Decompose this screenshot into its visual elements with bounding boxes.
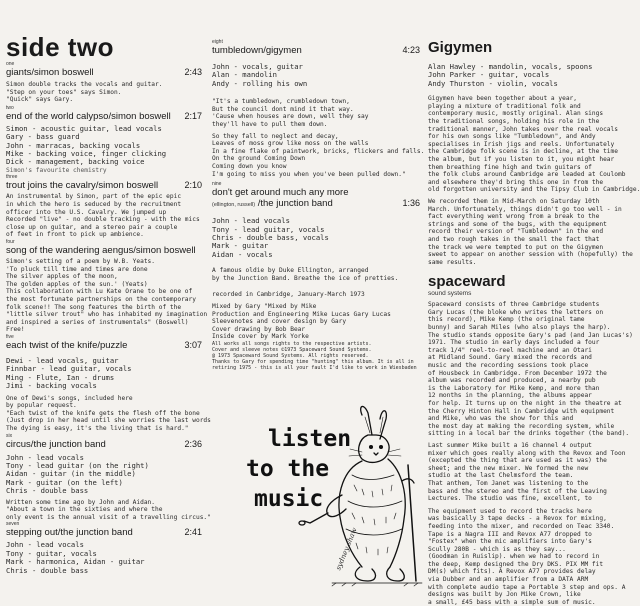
note-line: The equipment used to record the tracks here: [428, 507, 592, 515]
note-line: and Mike, who was the show for this and: [428, 415, 574, 423]
note-line: mixer which goes really along with the Revox and Toon: [428, 449, 626, 457]
note-line: is the Laboratory for Mike Kemp, and more than: [428, 384, 600, 392]
track-title: song of the wandering aengus/simon boswell: [6, 244, 196, 256]
note-line: March. Unfortunately, things didn't go too well - in: [428, 205, 622, 213]
note-line: We recorded them in Mid-March on Saturday 10th: [428, 197, 600, 205]
track-player: John - lead vocals: [6, 540, 84, 550]
track-duration: 1:36: [402, 198, 420, 209]
track-title: each twist of the knife/puzzle: [6, 339, 128, 351]
track-note: folk scene!! The song features the birth of the: [6, 303, 182, 311]
note-line: feeding into the mixer, and recorded on Teac 3340.: [428, 522, 615, 530]
note-line: the traditional songs, holding his role in the: [428, 118, 600, 125]
track-number: five: [6, 333, 14, 340]
track-player: Jimi - backing vocals: [6, 381, 97, 391]
poster-word-music: music: [254, 486, 324, 512]
lyric-line: So they fall to neglect and decay,: [212, 132, 339, 140]
track-player: Alan - mandolin: [212, 70, 277, 80]
track-note: of feet in front to pick up ambience.: [6, 231, 144, 239]
track-note: John - marracas, backing vocals: [6, 140, 141, 150]
note-line: for help. It turns up on the night in the theatre at: [428, 400, 622, 407]
track-note: "Each twist of the knife gets the flesh off the bone: [6, 409, 200, 417]
track-duration: 3:07: [184, 339, 202, 350]
lyric-line: Coming down you know: [212, 162, 287, 170]
track-note: Recorded "live" - no double tracking - with the mics: [6, 216, 200, 224]
lyric-line: "It's a tumbledown, crumbledown town,: [212, 98, 350, 106]
track-artist: /the junction band: [257, 198, 333, 210]
credits-line: Sleevenotes and cover design by Gary: [212, 318, 347, 326]
rabbit-drawing: [212, 405, 422, 586]
track-number: eight: [212, 39, 223, 45]
track-note: Free!: [6, 326, 25, 334]
track-title: stepping out/the junction band: [6, 527, 133, 539]
spaceward-section: [428, 273, 633, 503]
listen-to-the-music-drawing: [212, 405, 422, 586]
note-line: the album, but if you listen to it, you might hear: [428, 155, 615, 163]
track-number: one: [6, 61, 15, 67]
band-member: Andy Thurston - violin, vocals: [428, 78, 558, 88]
note-line: the deep, Kemp designed the Dry DKS. PIX MM fit: [428, 560, 604, 568]
note-line: That anthem, Tom Janet was listening to the: [428, 479, 589, 487]
note-line: designs was built by Jon Mike Crown, like: [428, 591, 581, 599]
track-note: "Quick" says Gary.: [6, 96, 74, 104]
track-player: Tony - lead guitar (on the right): [6, 460, 149, 470]
track-note: "Step on your toes" says Simon.: [6, 88, 122, 96]
poster-word-to-the: to the: [246, 456, 330, 482]
track-title: don't get around much any more: [212, 187, 349, 199]
note-line: DM(s) which fits). A Revox A77 provides delay: [428, 568, 596, 576]
track-duration: 4:23: [402, 45, 420, 55]
note-line: contemporary music, mostly original. Alan sings: [428, 110, 604, 118]
artist-signature: sydney shaw: [334, 526, 359, 572]
spaceward-title: spaceward: [428, 273, 506, 291]
lyric-line: In a fine flake of paintwork, bricks, flickers and falls.: [212, 147, 425, 155]
track-one: [6, 62, 202, 104]
side-title: side two: [6, 32, 115, 62]
track-note: "About a town in the sixties and where the: [6, 506, 163, 514]
lyric-line: But the council dont mind it that way.: [212, 105, 354, 113]
track-note: The golden apples of the sun.' (Yeats): [6, 280, 148, 288]
track-duration: 2:43: [184, 67, 202, 77]
note-line: sweet to appear on another session with (hopefully) the: [428, 251, 633, 259]
track-player: Tony - guitar, vocals: [6, 548, 97, 558]
note-line: playing a mixture of traditional folk and: [428, 102, 581, 110]
track-title: trout joins the cavalry/simon boswell: [6, 180, 159, 192]
credits-block: [212, 291, 420, 371]
note-line: was basically 3 tape decks - a Revox for mixing,: [428, 515, 607, 523]
track-note: Simon's favourite chemistry: [6, 166, 107, 174]
note-line: strings and some of the bugs, with the equipment: [428, 220, 607, 228]
note-line: bunny) and Sarah Miles (who also plays the harp).: [428, 324, 611, 332]
note-line: Lectures. The studio was fine, excellent, to: [428, 495, 592, 503]
note-line: of Housbeck in Cambridge. From December 1972 the: [428, 369, 607, 377]
column-bands: [428, 0, 640, 606]
track-three: [6, 175, 202, 239]
track-eight: [212, 39, 425, 178]
note-line: the Cambridge folk scene is in decline, at the time: [428, 148, 618, 156]
track-note: close up on guitar, and a stereo pair a couple: [6, 223, 178, 231]
credits-line: Cover and sleeve notes ©1973 Spaceward Sound Systems.: [212, 346, 372, 353]
track-number: three: [6, 174, 18, 181]
track-composers: (ellington, russell): [212, 202, 256, 209]
note-line: old forgotten university and the Tipsy Club in Cambridge.: [428, 186, 640, 194]
track-player: Dewi - lead vocals, guitar: [6, 355, 119, 365]
band-member: John Parker - guitar, vocals: [428, 70, 550, 80]
note-line: fact everything went wrong from a break to the: [428, 213, 600, 221]
track-note: Mike - backing voice, finger clicking: [6, 149, 167, 158]
track-player: Chris - double bass, vocals: [212, 232, 329, 242]
note-line: and elsewhere they'd bring this one in from the: [428, 178, 604, 186]
credits-line: @ 1973 Spaceward Sound Systems. All rights reserved.: [212, 352, 369, 359]
gigymen-notes: [428, 95, 640, 266]
note-line: track 1/4" reel-to-reel machine and an Otari: [428, 346, 592, 354]
track-note: Simon double tracks the vocals and guitar.: [6, 81, 163, 88]
credits-line: All works all songs rights to the respective artists.: [212, 340, 372, 347]
track-note: and inspired a series of instrumentals" (Boswell): [6, 318, 189, 326]
note-line: this record), Mike Kemp (the original tame: [428, 316, 585, 324]
track-player: Mark - harmonica, Aidan - guitar: [6, 557, 145, 567]
track-player: Aidan - vocals: [212, 249, 273, 259]
track-title: tumbledown/gigymen: [212, 45, 302, 56]
track-number: nine: [212, 181, 222, 188]
credits-line: Inside cover by Mark Yorke: [212, 333, 309, 341]
note-line: traditional manner, John takes over the real vocals: [428, 125, 618, 133]
track-four: [6, 238, 208, 334]
column-middle: [212, 0, 425, 371]
track-duration: 2:10: [184, 180, 202, 191]
track-player: John - lead vocals: [212, 216, 290, 226]
lyric-line: 'Cause when houses are down, well they say: [212, 113, 369, 121]
note-line: Gigymen have been together about a year,: [428, 95, 578, 103]
track-note: Written some time ago by John and Aidan.: [6, 498, 156, 506]
note-line: sitting in a local bar the drinks together (the band).: [428, 430, 630, 438]
credits-line: Production and Engineering Mike Lucas Gary Lucas: [212, 310, 391, 318]
track-note: A famous oldie by Duke Ellington, arranged: [212, 267, 369, 275]
note-line: (Goodman in Ruislip). when we had to record in: [428, 553, 600, 561]
track-five: [6, 333, 211, 433]
track-number: two: [6, 104, 14, 111]
track-number: four: [6, 238, 15, 245]
track-player: Andy - rolling his own: [212, 78, 308, 88]
note-line: Last summer Mike built a 16 channel 4 output: [428, 441, 592, 449]
gigymen-section: [428, 39, 640, 266]
note-line: the most day at making the recording system, while: [428, 422, 615, 430]
lyric-line: I'm going to miss you when you've been pulled down.": [212, 170, 406, 178]
note-line: Tape is a Nagra III and Revox A77 dropped to: [428, 530, 592, 538]
track-note: "little silver trout" who has inhabited my imagination: [6, 311, 208, 319]
note-line: at Midland Sound. Gary mixed the records and: [428, 354, 592, 362]
track-note: (Just drop in her head until she worries the last words: [6, 417, 211, 425]
track-player: Mark - guitar (on the left): [6, 477, 123, 487]
track-seven: [6, 522, 202, 575]
track-player: Mark - guitar: [212, 241, 269, 251]
note-line: with complete audio tape a Portable 3 step and ops. A: [428, 583, 626, 591]
track-note: This collaboration with Lu Kate Orane to be one of: [6, 288, 193, 296]
track-two: [6, 106, 202, 175]
track-note: in which the hero is seduced by the recruitment: [6, 201, 182, 208]
track-six: [6, 432, 211, 522]
note-line: for his own songs like "Tumbledown", and Andy: [428, 133, 596, 141]
credits-line: recorded in Cambridge, January-March 1973: [212, 291, 365, 299]
credits-line: Cover drawing by Bob Bear: [212, 325, 306, 333]
track-note: 'To pluck till time and times are done: [6, 265, 148, 273]
note-line: studio at the last Chelmsford the team.: [428, 472, 574, 480]
note-line: Spaceward consists of three Cambridge students: [428, 301, 600, 309]
track-note: Gary - bass guard: [6, 132, 80, 142]
track-number: six: [6, 432, 13, 439]
note-line: album was recorded and produced, a nearby pub: [428, 377, 596, 385]
equipment-section: [428, 507, 626, 606]
track-duration: 2:17: [184, 110, 202, 121]
track-note: Simon's setting of a poem by W.B. Yeats.: [6, 257, 156, 265]
note-line: and two rough takes in the small the fact that: [428, 235, 600, 243]
track-player: Finnbar - lead guitar, vocals: [6, 364, 132, 374]
spaceward-subtitle: sound systems: [428, 290, 472, 298]
note-line: (excepted the thing that are used as it was) the: [428, 457, 607, 465]
credits-line: Thanks to Gary for spending time "hunting" this album. It is all in: [212, 358, 414, 365]
track-duration: 2:41: [184, 527, 202, 538]
track-number: seven: [6, 521, 20, 528]
note-line: a small, £45 bass with a simple sum of music.: [428, 598, 596, 606]
track-note: only event is the annual visit of a travelling circus.": [6, 513, 211, 521]
note-line: via Dubber and an amplifier from a DATA ARM: [428, 576, 589, 584]
track-note: Simon - acoustic guitar, lead vocals: [6, 123, 162, 133]
track-title: end of the world calypso/simon boswell: [6, 110, 171, 122]
track-note: by popular request.: [6, 402, 77, 410]
note-line: same results.: [428, 258, 477, 266]
note-line: Gary Lucas (the bloke who writes the letters on: [428, 308, 604, 316]
lyric-line: On the ground Coming Down: [212, 155, 306, 163]
credits-line: Mixed by Gary "Mixed by Mike: [212, 302, 317, 310]
track-note: Dick - management, backing voice: [6, 157, 145, 167]
track-player: Ming - Flute, Ian - drums: [6, 372, 115, 382]
track-player: John - vocals, guitar: [212, 62, 303, 71]
note-line: 12 months in the planning, the albums appear: [428, 392, 592, 400]
note-line: Scully 280B - which is as they say...: [428, 545, 566, 553]
note-line: record their version of "Tumbledown" in the end: [428, 228, 604, 236]
note-line: the folk clubs around Cambridge are leaded at Coulomb: [428, 171, 626, 179]
track-player: Chris - double bass: [6, 565, 89, 575]
track-player: Chris - double bass: [6, 486, 89, 496]
gigymen-title: Gigymen: [428, 39, 493, 56]
note-line: them breathing fine high and twin guitars of: [428, 163, 592, 171]
note-line: music and the recording sessions took place: [428, 362, 589, 370]
note-line: the track we were tempted to put on the Gigymen: [428, 243, 604, 251]
track-title: giants/simon boswell: [6, 67, 94, 78]
band-member: Alan Hawley - mandolin, vocals, spoons: [428, 62, 593, 71]
track-player: John - lead vocals: [6, 452, 84, 462]
track-player: Tony - lead guitar, vocals: [212, 224, 325, 234]
track-note: officer into the U.S. Cavalry. We jumped up: [6, 208, 167, 216]
track-note: The dying is easy, it's the living that is hard.": [6, 424, 189, 432]
note-line: 1971. The studio in early days included a four: [428, 339, 600, 347]
lyric-line: Leaves of moss grow like moss on the walls: [212, 140, 369, 148]
note-line: The studio stands opposite Gary's pad (and Jan Lucas's): [428, 331, 633, 339]
column-side-two: [6, 0, 211, 575]
poster-word-listen: listen: [268, 426, 352, 452]
note-line: sheet; and the new mixer. We formed the new: [428, 464, 589, 472]
lyric-line: they'll have to pull them down.: [212, 121, 328, 128]
note-line: specialises in Irish jigs and reels. Unfortunately: [428, 140, 615, 148]
track-note: by the Junction Band. Breathe the ice of pretties.: [212, 274, 399, 282]
note-line: the Cherry Hinton Hall in Cambridge with equipment: [428, 407, 615, 415]
note-line: bass and the stereo and the first of the Leaving: [428, 487, 607, 495]
track-note: One of Dewi's songs, included here: [6, 394, 133, 402]
track-duration: 2:36: [184, 438, 202, 449]
note-line: "Fostex" when the mic amplifiers into Gary's: [428, 538, 592, 546]
track-player: Aidan - guitar (in the middle): [6, 469, 136, 479]
credits-line: retiring 1975 - this is all your fault I'd like to work in Wiesbaden: [212, 364, 417, 371]
track-title: circus/the junction band: [6, 438, 106, 450]
track-nine: [212, 182, 420, 282]
track-note: The silver apples of the moon,: [6, 273, 118, 281]
track-note: An instrumental by Simon, part of the epic epic: [6, 193, 182, 201]
track-note: the most fortunate partnerships on the contemporary: [6, 295, 196, 303]
